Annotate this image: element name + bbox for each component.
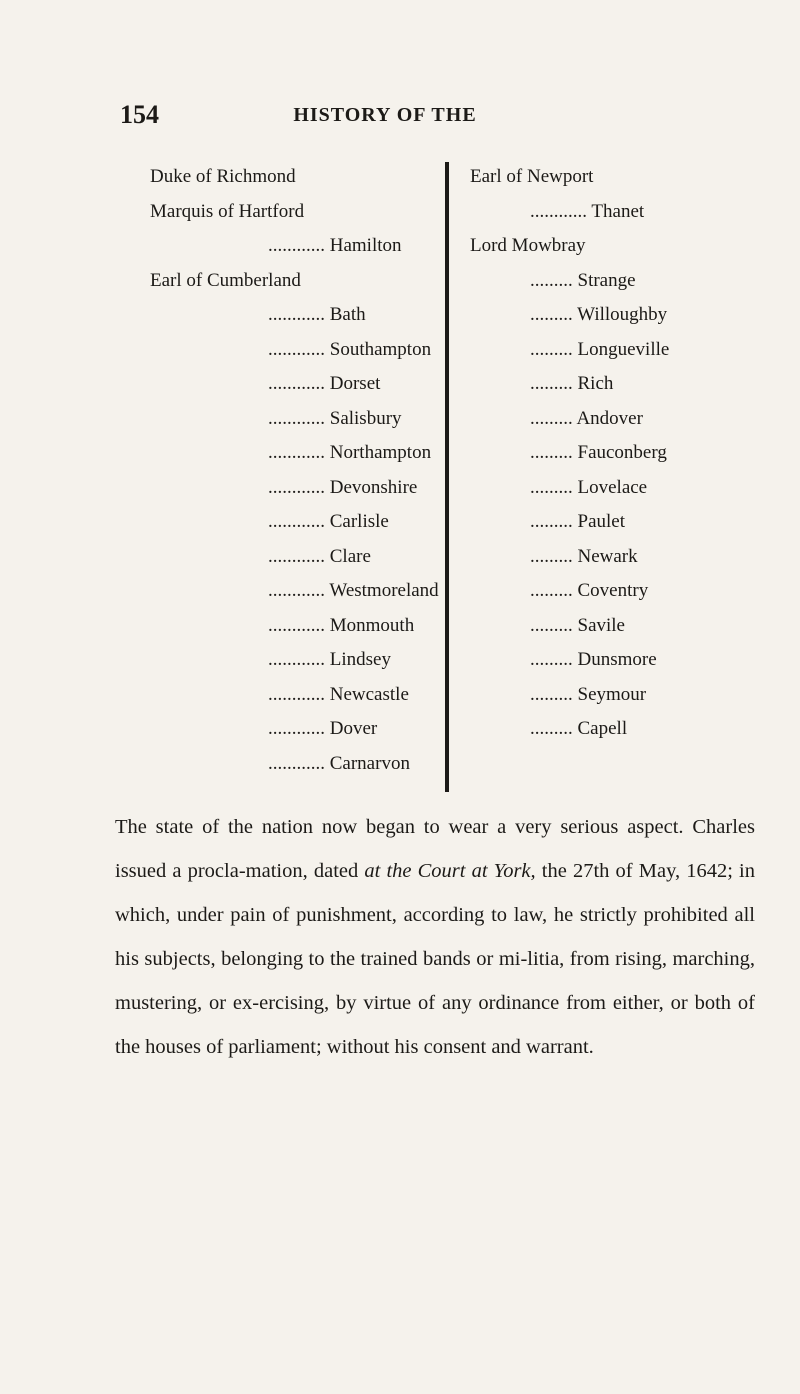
list-item: ............ Dover: [268, 718, 378, 739]
peer-list-right: [470, 160, 750, 747]
list-item: ............ Hamilton: [268, 235, 402, 256]
paragraph-text-2: the 27th of May, 1642; in which, under pain of punishment, according to law, he strictly prohibited all his subjects, belonging to the trained bands or mi-litia, from rising, marching, mustering, or ex-ercising, by virtue of any ordinance from either, or both of the houses of parliament; without his consent and warrant.: [115, 860, 756, 1058]
list-item: ......... Longueville: [530, 338, 670, 360]
list-item: ............ Thanet: [530, 200, 645, 222]
list-item: ......... Coventry: [530, 580, 649, 601]
list-item: ............ Southampton: [268, 338, 432, 360]
list-item: ............ Lindsey: [268, 649, 391, 670]
list-item: ......... Strange: [530, 269, 636, 291]
list-item: Marquis of Hartford: [150, 200, 305, 222]
list-item: ............ Carnarvon: [268, 752, 410, 774]
list-item: Earl of Cumberland: [150, 269, 301, 291]
list-item: ......... Willoughby: [530, 304, 668, 325]
peer-list-left: [150, 160, 440, 781]
list-item: ......... Lovelace: [530, 476, 648, 498]
list-item: ......... Dunsmore: [530, 649, 657, 670]
list-item: ......... Rich: [530, 373, 614, 394]
list-item: ............ Clare: [268, 545, 371, 567]
list-item: ............ Newcastle: [268, 683, 409, 705]
list-item: ............ Devonshire: [268, 476, 418, 498]
list-item: ............ Dorset: [268, 373, 381, 394]
list-item: ......... Newark: [530, 545, 638, 567]
list-item: ......... Savile: [530, 614, 625, 636]
paragraph-italic-text: at the Court at York,: [364, 860, 536, 882]
list-item: ......... Seymour: [530, 683, 647, 705]
column-divider: [445, 162, 449, 792]
body-paragraph: [115, 805, 755, 1069]
list-item: ............ Bath: [268, 304, 366, 325]
list-item: ............ Westmoreland: [268, 580, 439, 601]
list-item: Earl of Newport: [470, 166, 594, 187]
list-item: ......... Paulet: [530, 511, 625, 532]
list-item: ............ Northampton: [268, 442, 432, 463]
list-item: Duke of Richmond: [150, 166, 296, 187]
list-item: ......... Fauconberg: [530, 442, 667, 463]
page-number: 154: [120, 100, 159, 129]
list-item: ............ Monmouth: [268, 614, 415, 636]
list-item: Lord Mowbray: [470, 235, 586, 256]
paragraph-text-1: The state of the nation now began to wear a very serious aspect. Charles issued a procla-mation, dated: [115, 816, 755, 882]
list-item: ............ Carlisle: [268, 511, 389, 532]
list-item: ......... Andover: [530, 407, 643, 429]
list-item: ............ Salisbury: [268, 407, 402, 429]
list-item: ......... Capell: [530, 718, 628, 739]
page-header: [120, 100, 650, 140]
running-head: HISTORY OF THE: [293, 104, 477, 126]
